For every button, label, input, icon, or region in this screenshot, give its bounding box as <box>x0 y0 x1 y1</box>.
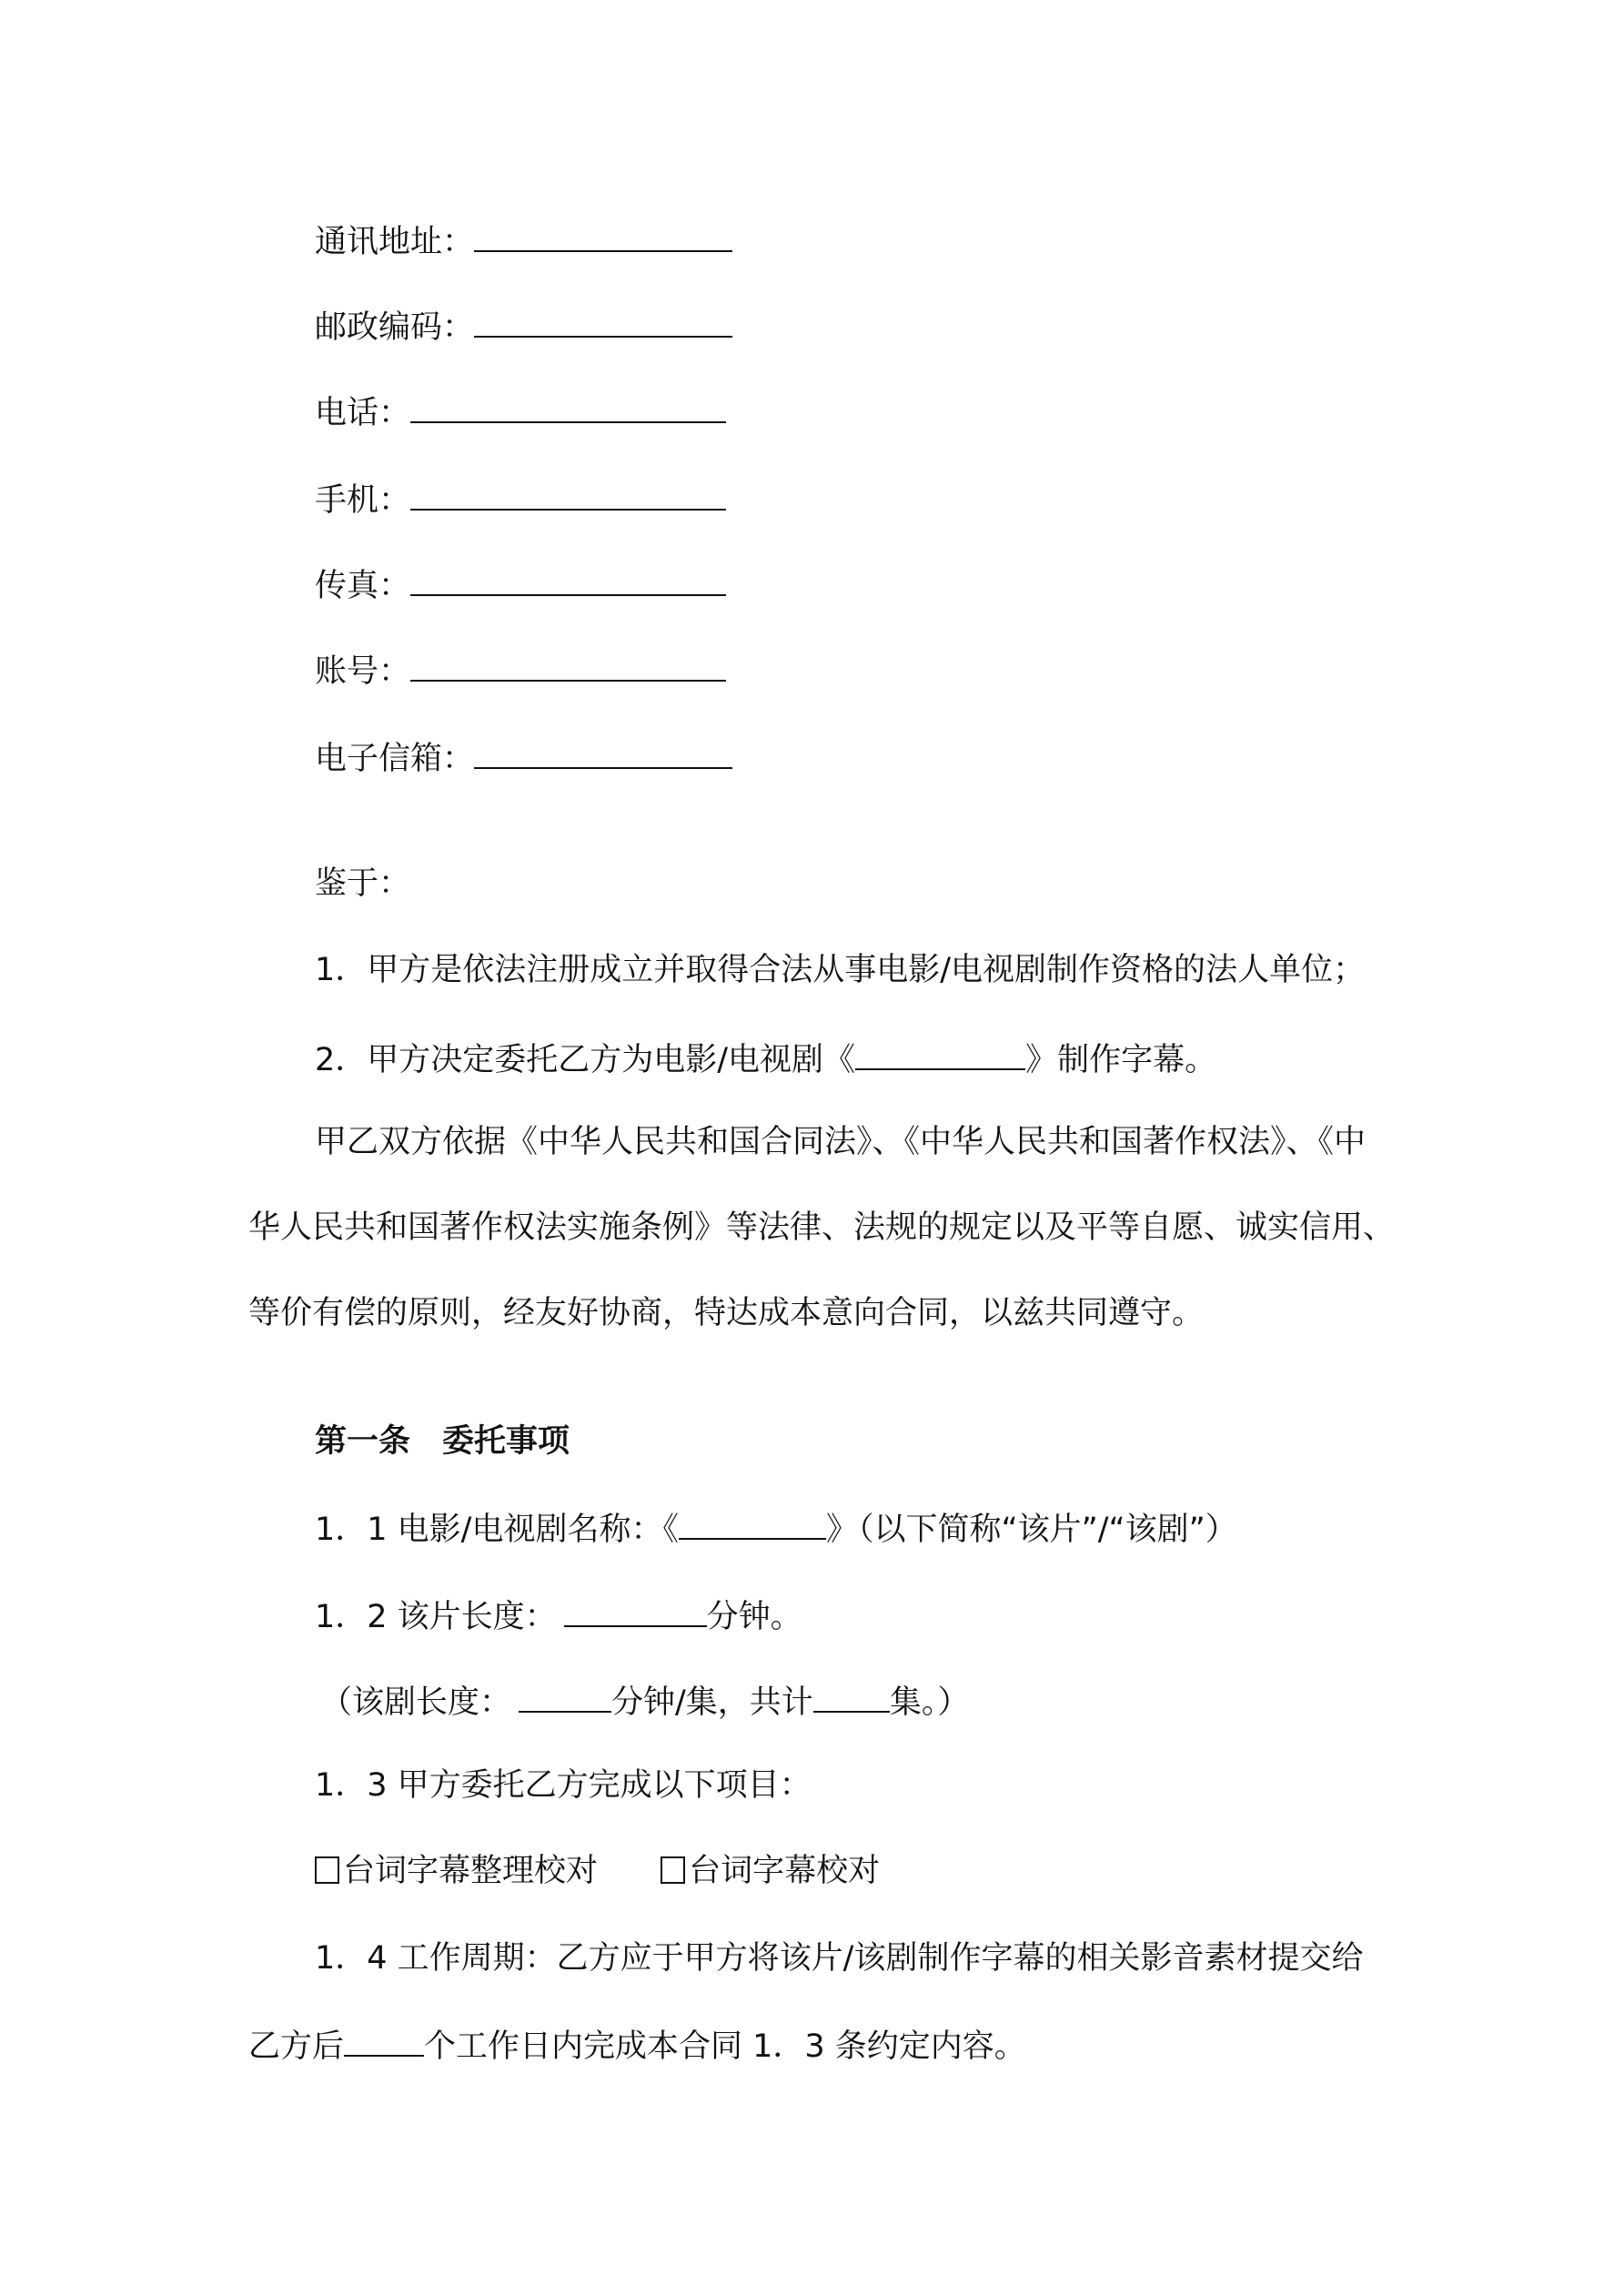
text: （该剧长度： <box>320 1684 512 1721</box>
episode-length-blank[interactable] <box>519 1680 611 1713</box>
whereas-item-1: 1．甲方是依法注册成立并取得合法从事电影/电视剧制作资格的法人单位； <box>315 952 1366 988</box>
text: 集。） <box>889 1684 970 1721</box>
field-label: 电子信箱： <box>315 741 475 777</box>
text: 分钟/集，共计 <box>611 1684 813 1721</box>
text: 》（以下简称“该片”/“该剧”） <box>825 1512 1237 1548</box>
clause-1-2 <box>315 1594 802 1634</box>
whereas-item-2 <box>315 1037 1216 1077</box>
article-1-heading: 第一条 委托事项 <box>315 1423 570 1460</box>
field-label: 电话： <box>315 395 411 431</box>
option-label: 台词字幕校对 <box>689 1853 881 1889</box>
basis-line-2: 华人民共和国著作权法实施条例》等法律、法规的规定以及平等自愿、诚实信用、 <box>248 1209 1396 1246</box>
text: 个工作日内完成本合同 1．3 条约定内容。 <box>424 2028 1026 2065</box>
field-label: 邮政编码： <box>315 309 475 346</box>
field-postcode <box>315 305 732 345</box>
text: 》制作字幕。 <box>1025 1042 1217 1078</box>
field-fax <box>315 563 726 603</box>
fax-blank[interactable] <box>410 563 726 596</box>
field-address <box>315 219 732 259</box>
basis-line-1: 甲乙双方依据《中华人民共和国合同法》、《中华人民共和国著作权法》、《中 <box>315 1124 1367 1160</box>
workdays-blank[interactable] <box>344 2024 424 2057</box>
film-title-blank[interactable] <box>855 1037 1025 1070</box>
option-2[interactable] <box>661 1853 880 1889</box>
text: 1．1 电影/电视剧名称：《 <box>315 1512 679 1548</box>
length-blank[interactable] <box>564 1594 707 1627</box>
checkbox-icon[interactable] <box>661 1856 685 1884</box>
email-blank[interactable] <box>474 736 732 769</box>
whereas-title: 鉴于： <box>315 865 411 902</box>
episode-count-blank[interactable] <box>813 1680 890 1713</box>
field-account <box>315 649 726 689</box>
option-label: 台词字幕整理校对 <box>343 1853 599 1889</box>
field-phone <box>315 390 726 430</box>
text: 2．甲方决定委托乙方为电影/电视剧《 <box>315 1042 856 1078</box>
field-label: 通讯地址： <box>315 224 475 260</box>
title-blank[interactable] <box>679 1507 826 1540</box>
address-blank[interactable] <box>474 219 732 252</box>
field-label: 账号： <box>315 653 411 690</box>
text: 乙方后 <box>248 2028 345 2065</box>
checkbox-icon[interactable] <box>315 1856 339 1884</box>
text: 分钟。 <box>706 1599 802 1635</box>
clause-1-1 <box>315 1507 1237 1547</box>
mobile-blank[interactable] <box>410 478 726 511</box>
clause-1-3: 1．3 甲方委托乙方完成以下项目： <box>315 1767 812 1804</box>
options-row <box>315 1851 880 1891</box>
field-mobile <box>315 478 726 518</box>
postcode-blank[interactable] <box>474 305 732 338</box>
field-email <box>315 736 732 776</box>
field-label: 手机： <box>315 482 411 519</box>
field-label: 传真： <box>315 568 411 604</box>
account-blank[interactable] <box>410 649 726 682</box>
clause-1-4: 1．4 工作周期：乙方应于甲方将该片/该剧制作字幕的相关影音素材提交给 <box>315 1940 1364 1977</box>
text: 1．2 该片长度： <box>315 1599 557 1635</box>
clause-1-2-series <box>320 1680 969 1720</box>
basis-line-3: 等价有偿的原则，经友好协商，特达成本意向合同，以兹共同遵守。 <box>248 1295 1205 1331</box>
phone-blank[interactable] <box>410 390 726 423</box>
option-1[interactable] <box>315 1853 598 1889</box>
clause-1-4-cont <box>248 2024 1026 2064</box>
